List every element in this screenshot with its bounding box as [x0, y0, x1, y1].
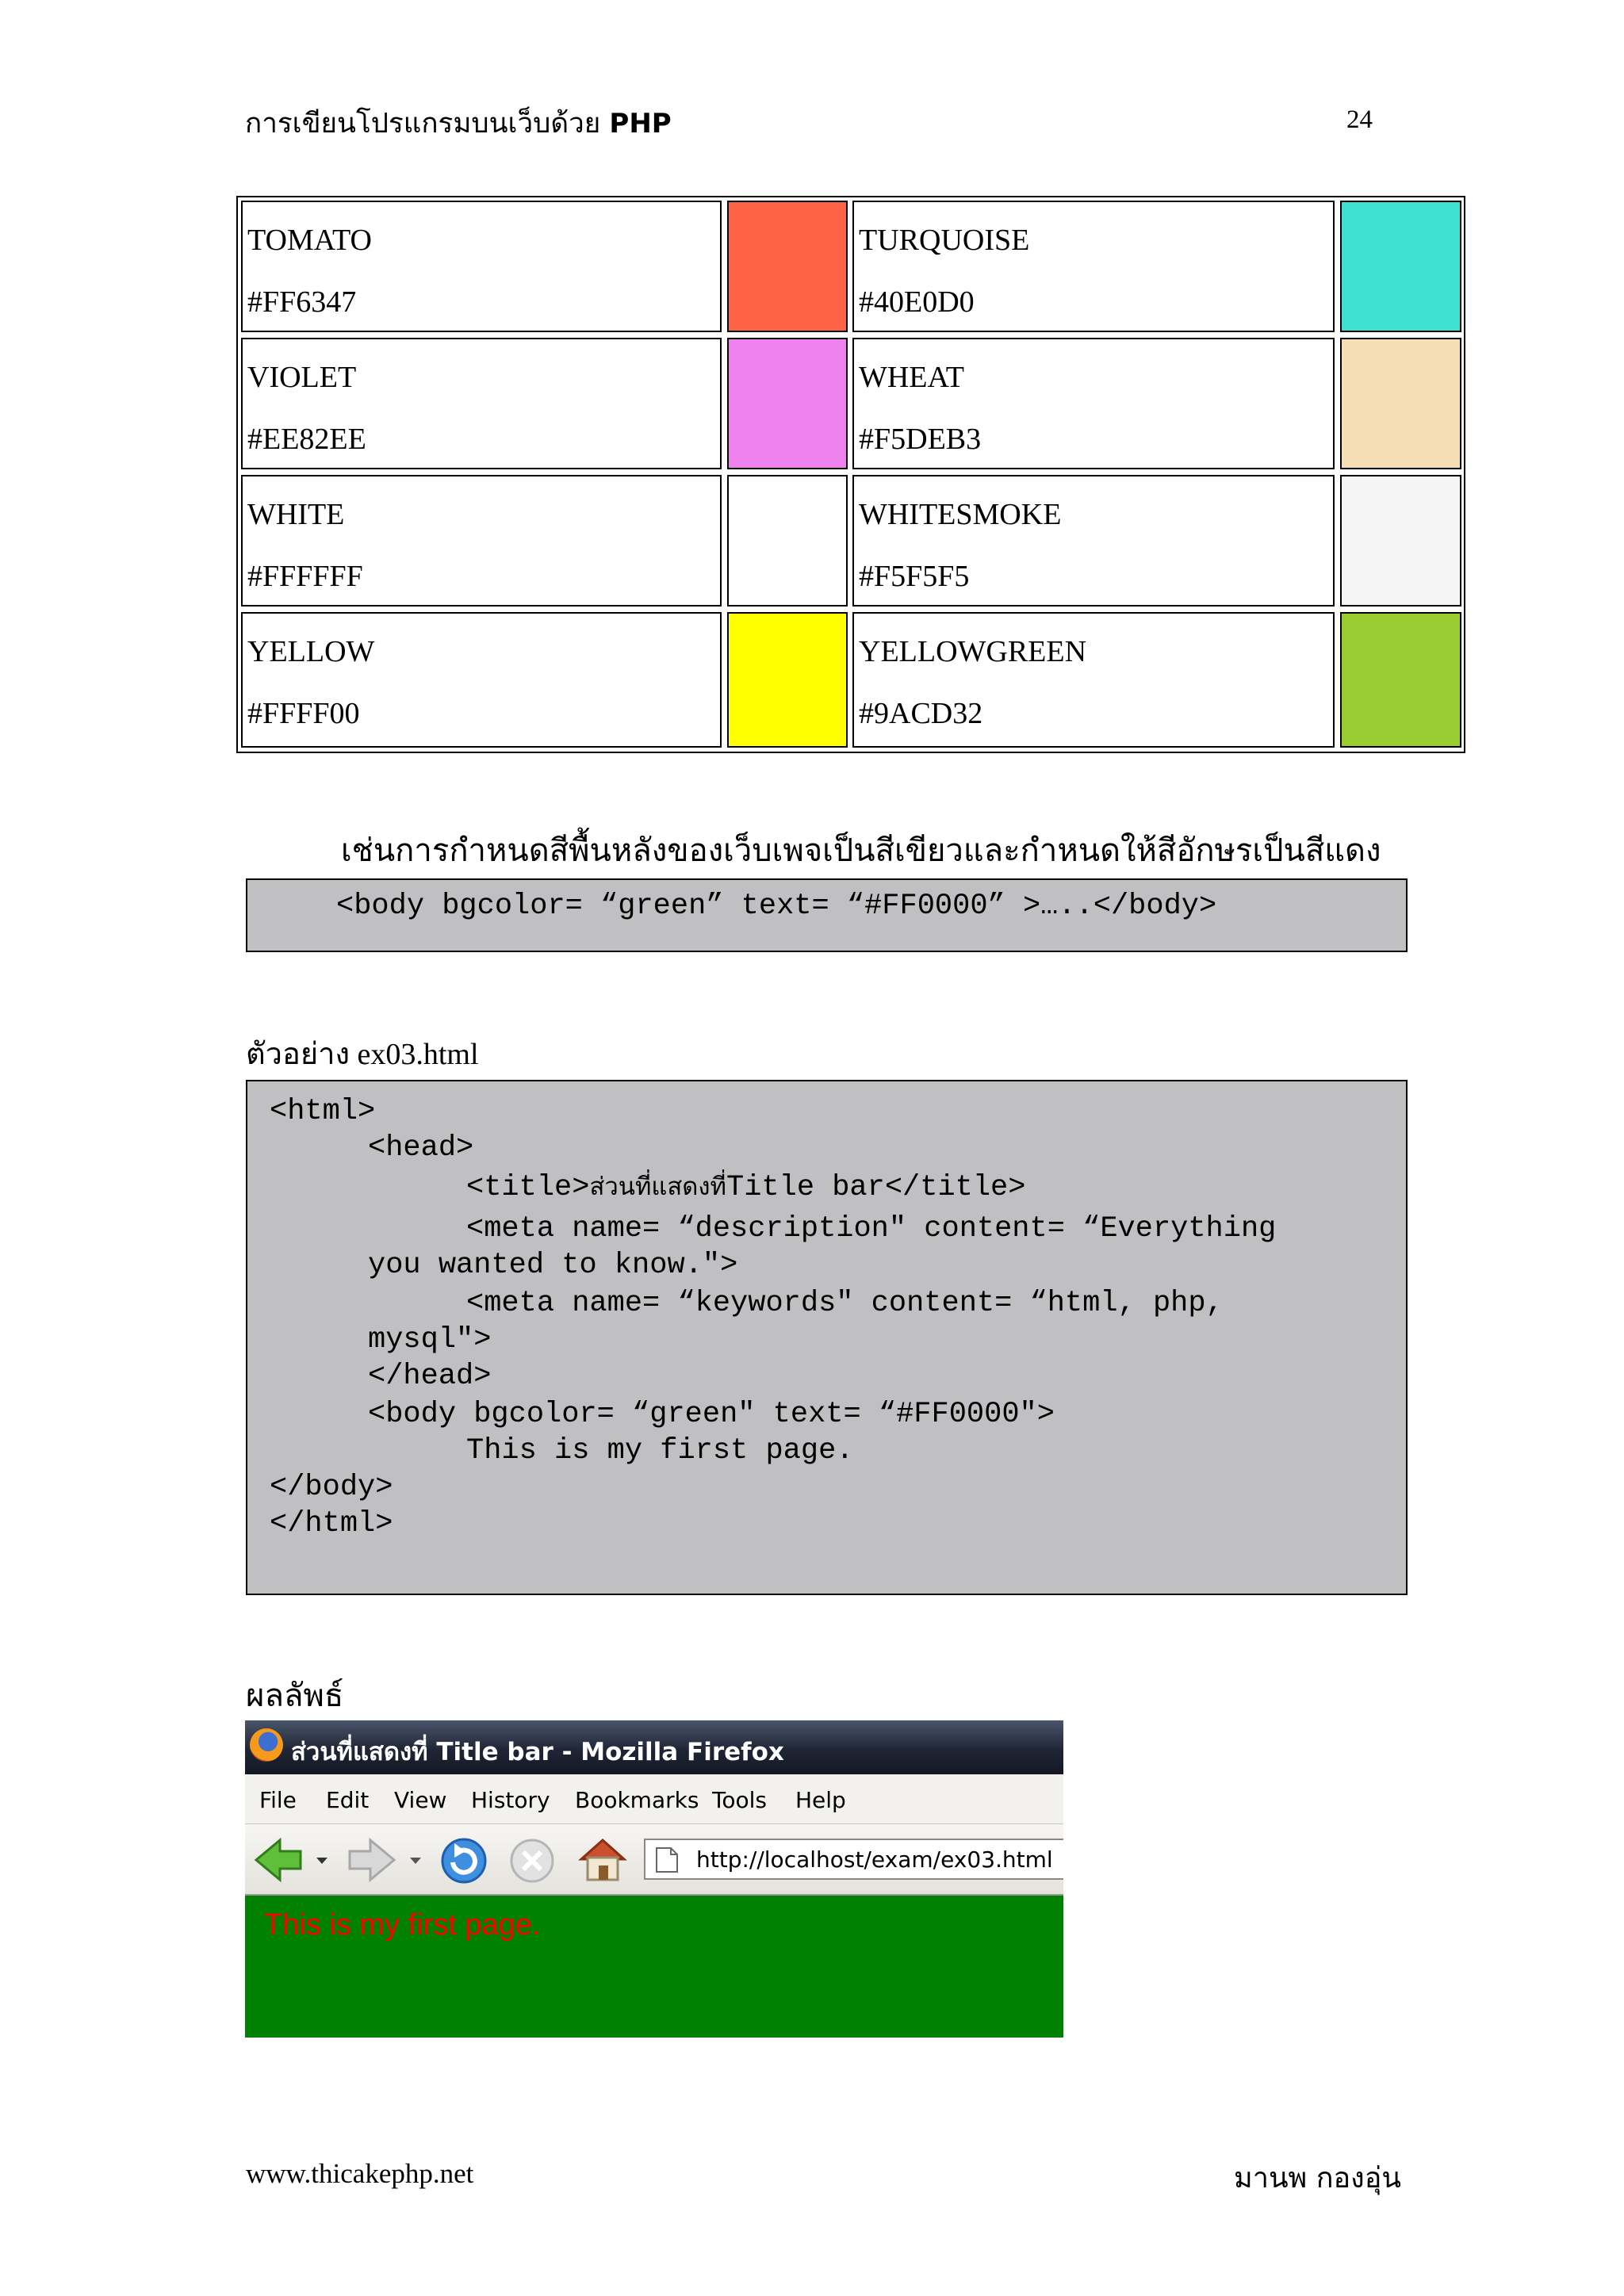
code-title-open: <title> [466, 1171, 590, 1204]
reload-icon[interactable] [439, 1835, 489, 1885]
description-paragraph: เช่นการกำหนดสีพื้นหลังของเว็บเพจเป็นสีเขียวและกำหนดให้สีอักษรเป็นสีแดง [341, 832, 1381, 869]
color-swatch [727, 201, 848, 332]
window-title: ส่วนที่แสดงที่ Title bar - Mozilla Firefox [291, 1738, 784, 1766]
code-title-close: Title bar</title> [726, 1171, 1026, 1204]
color-hex: #F5F5F5 [859, 560, 970, 593]
color-name-cell [241, 612, 722, 748]
example-label [246, 1029, 479, 1077]
browser-titlebar [245, 1720, 1063, 1774]
footer-website: www.thicakephp.net [246, 2158, 474, 2189]
header-title-thai: การเขียนโปรแกรมบนเว็บด้วย [245, 108, 601, 140]
url-bar[interactable] [644, 1839, 1063, 1880]
color-name-cell [241, 338, 722, 469]
color-name-cell [852, 475, 1335, 607]
back-arrow-icon[interactable] [253, 1837, 304, 1883]
color-hex: #FFFF00 [247, 697, 360, 730]
color-swatch [1340, 338, 1461, 469]
firefox-icon [250, 1728, 283, 1762]
code-title-thai: ส่วนที่แสดงที่ [589, 1173, 726, 1201]
menu-edit[interactable]: Edit [326, 1787, 370, 1813]
color-swatch [727, 475, 848, 607]
menu-file[interactable]: File [259, 1787, 297, 1813]
back-dropdown-icon[interactable] [316, 1856, 329, 1866]
color-name-cell [852, 338, 1335, 469]
running-header [245, 101, 672, 145]
color-hex: #9ACD32 [859, 697, 983, 730]
color-name: WHITESMOKE [859, 498, 1062, 531]
color-hex: #FFFFFF [247, 560, 363, 593]
code-line: <body bgcolor= “green" text= “#FF0000"> [368, 1398, 1055, 1431]
code-line: <head> [368, 1131, 474, 1165]
code-line: </body> [270, 1471, 393, 1504]
example-filename: ex03.html [357, 1038, 479, 1071]
color-table [236, 196, 1465, 753]
example-code-box [246, 1080, 1408, 1595]
code-line: </html> [270, 1507, 393, 1540]
color-name: YELLOWGREEN [859, 635, 1087, 668]
code-line [466, 1173, 1025, 1203]
forward-arrow-icon[interactable] [347, 1837, 397, 1883]
stop-icon[interactable] [508, 1837, 556, 1885]
menu-view[interactable]: View [394, 1787, 447, 1813]
color-hex: #EE82EE [247, 423, 366, 456]
page-content-text: This is my first page. [264, 1908, 541, 1942]
color-name-cell [241, 201, 722, 332]
page-icon [655, 1846, 679, 1873]
code-line: mysql"> [368, 1323, 492, 1357]
snippet-code: <body bgcolor= “green” text= “#FF0000” >…..</body> [336, 890, 1217, 923]
color-name: TURQUOISE [859, 224, 1030, 257]
code-line: <meta name= “keywords" content= “html, php, [466, 1287, 1224, 1320]
navigation-toolbar [245, 1824, 1063, 1896]
snippet-code-box [246, 878, 1408, 952]
code-line: <meta name= “description" content= “Everything [466, 1212, 1277, 1246]
color-swatch [727, 338, 848, 469]
code-line: This is my first page. [466, 1434, 854, 1468]
url-text: http://localhost/exam/ex03.html [696, 1846, 1053, 1873]
code-line: you wanted to know."> [368, 1249, 738, 1282]
code-line: <html> [270, 1095, 376, 1128]
color-name-cell [241, 475, 722, 607]
color-swatch [1340, 612, 1461, 748]
color-name-cell [852, 201, 1335, 332]
color-hex: #40E0D0 [859, 285, 975, 319]
menu-tools[interactable]: Tools [712, 1787, 767, 1813]
home-icon[interactable] [576, 1834, 629, 1885]
menu-help[interactable]: Help [795, 1787, 846, 1813]
menu-bar [245, 1774, 1063, 1824]
menu-bookmarks[interactable]: Bookmarks [575, 1787, 699, 1813]
color-hex: #FF6347 [247, 285, 357, 319]
color-name-cell [852, 612, 1335, 748]
color-name: WHEAT [859, 361, 964, 394]
header-title-php: PHP [609, 108, 672, 140]
code-line: </head> [368, 1360, 492, 1393]
forward-dropdown-icon[interactable] [410, 1856, 423, 1866]
color-swatch [1340, 201, 1461, 332]
menu-history[interactable]: History [471, 1787, 550, 1813]
color-name: YELLOW [247, 635, 375, 668]
color-hex: #F5DEB3 [859, 423, 982, 456]
browser-window [245, 1720, 1063, 2038]
footer-author: มานพ กองอุ่น [1234, 2162, 1401, 2195]
color-name: WHITE [247, 498, 345, 531]
color-swatch [1340, 475, 1461, 607]
color-swatch [727, 612, 848, 748]
color-name: VIOLET [247, 361, 357, 394]
result-label: ผลลัพธ์ [246, 1678, 344, 1714]
example-label-thai: ตัวอย่าง [246, 1036, 350, 1071]
color-name: TOMATO [247, 224, 372, 257]
page-number: 24 [1346, 105, 1373, 134]
page-content [245, 1896, 1063, 2038]
